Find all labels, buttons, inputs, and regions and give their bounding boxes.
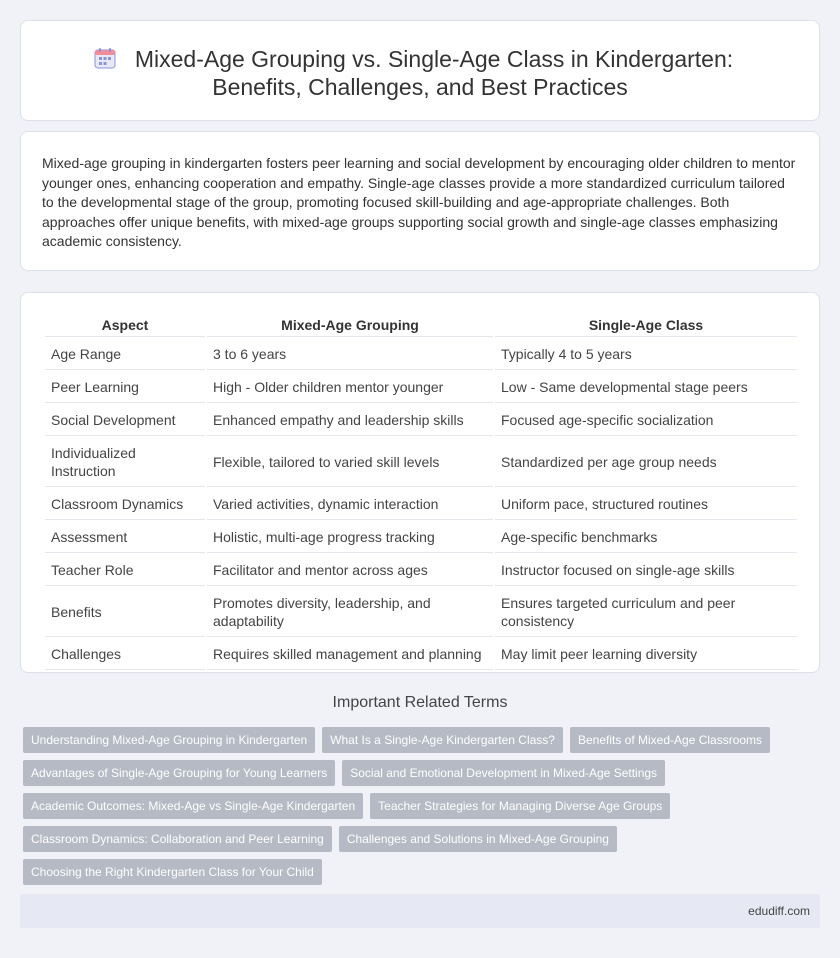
table-cell-mixed-age: Requires skilled management and planning xyxy=(207,639,493,670)
table-header-row xyxy=(45,311,797,337)
table-cell-single-age: Low - Same developmental stage peers xyxy=(495,372,797,403)
table-cell-aspect: Age Range xyxy=(45,339,205,370)
related-term-tag[interactable]: Advantages of Single-Age Grouping for Young Learners xyxy=(23,760,335,786)
table-cell-aspect: Teacher Role xyxy=(45,555,205,586)
comparison-table-card xyxy=(20,292,820,673)
table-cell-single-age: Age-specific benchmarks xyxy=(495,522,797,553)
related-term-tag[interactable]: Academic Outcomes: Mixed-Age vs Single-Age Kindergarten xyxy=(23,793,363,819)
related-term-tag[interactable]: What Is a Single-Age Kindergarten Class? xyxy=(322,727,563,753)
related-term-tag[interactable]: Benefits of Mixed-Age Classrooms xyxy=(570,727,770,753)
table-cell-single-age: May limit peer learning diversity xyxy=(495,639,797,670)
footer xyxy=(20,894,820,928)
intro-text: Mixed-age grouping in kindergarten fosters peer learning and social development by encouraging older children to mentor younger ones, enhancing cooperation and empathy. Single-age classes provide a more standardized curriculum tailored to the developmental stage of the group, promoting focused skill-building and age-appropriate challenges. Both approaches offer unique benefits, with mixed-age groups supporting social growth and single-age classes emphasizing academic consistency. xyxy=(42,155,796,250)
table-cell-mixed-age: Flexible, tailored to varied skill levels xyxy=(207,438,493,487)
header-card xyxy=(20,20,820,121)
table-cell-mixed-age: Varied activities, dynamic interaction xyxy=(207,489,493,520)
table-cell-single-age: Standardized per age group needs xyxy=(495,438,797,487)
table-row xyxy=(45,489,797,520)
related-terms-title: Important Related Terms xyxy=(332,694,508,711)
table-cell-single-age: Instructor focused on single-age skills xyxy=(495,555,797,586)
table-cell-mixed-age: Promotes diversity, leadership, and adaptability xyxy=(207,588,493,637)
table-cell-aspect: Individualized Instruction xyxy=(45,438,205,487)
table-cell-mixed-age: Holistic, multi-age progress tracking xyxy=(207,522,493,553)
table-body xyxy=(45,339,797,670)
table-cell-single-age: Ensures targeted curriculum and peer consistency xyxy=(495,588,797,637)
page-title xyxy=(21,45,819,101)
table-row xyxy=(45,339,797,370)
related-term-tag[interactable]: Social and Emotional Development in Mixed-Age Settings xyxy=(342,760,665,786)
related-term-tag[interactable]: Understanding Mixed-Age Grouping in Kindergarten xyxy=(23,727,315,753)
related-term-tag[interactable]: Challenges and Solutions in Mixed-Age Grouping xyxy=(339,826,617,852)
related-term-tag[interactable]: Teacher Strategies for Managing Diverse Age Groups xyxy=(370,793,670,819)
calendar-icon xyxy=(93,46,117,70)
related-terms-tags xyxy=(23,727,803,885)
table-cell-mixed-age: High - Older children mentor younger xyxy=(207,372,493,403)
related-term-tag[interactable]: Classroom Dynamics: Collaboration and Peer Learning xyxy=(23,826,332,852)
table-row xyxy=(45,372,797,403)
related-term-tag[interactable]: Choosing the Right Kindergarten Class for Your Child xyxy=(23,859,322,885)
table-cell-aspect: Benefits xyxy=(45,588,205,637)
page-title-line-2: Benefits, Challenges, and Best Practices xyxy=(212,74,628,100)
table-row xyxy=(45,555,797,586)
table-cell-aspect: Social Development xyxy=(45,405,205,436)
table-cell-mixed-age: Facilitator and mentor across ages xyxy=(207,555,493,586)
table-header-aspect: Aspect xyxy=(45,311,205,337)
table-row xyxy=(45,588,797,637)
table-header-mixed-age: Mixed-Age Grouping xyxy=(207,311,493,337)
comparison-table xyxy=(43,309,799,672)
table-row xyxy=(45,438,797,487)
title-row xyxy=(21,45,819,101)
table-cell-single-age: Uniform pace, structured routines xyxy=(495,489,797,520)
table-cell-aspect: Assessment xyxy=(45,522,205,553)
footer-site[interactable]: edudiff.com xyxy=(748,904,810,918)
table-row xyxy=(45,522,797,553)
table-cell-single-age: Typically 4 to 5 years xyxy=(495,339,797,370)
intro-card xyxy=(20,131,820,271)
table-cell-aspect: Classroom Dynamics xyxy=(45,489,205,520)
table-row xyxy=(45,639,797,670)
table-header-single-age: Single-Age Class xyxy=(495,311,797,337)
table-cell-aspect: Peer Learning xyxy=(45,372,205,403)
table-row xyxy=(45,405,797,436)
table-cell-mixed-age: 3 to 6 years xyxy=(207,339,493,370)
table-cell-mixed-age: Enhanced empathy and leadership skills xyxy=(207,405,493,436)
table-cell-aspect: Challenges xyxy=(45,639,205,670)
table-cell-single-age: Focused age-specific socialization xyxy=(495,405,797,436)
page-title-line-1: Mixed-Age Grouping vs. Single-Age Class in Kindergarten: xyxy=(134,46,734,72)
